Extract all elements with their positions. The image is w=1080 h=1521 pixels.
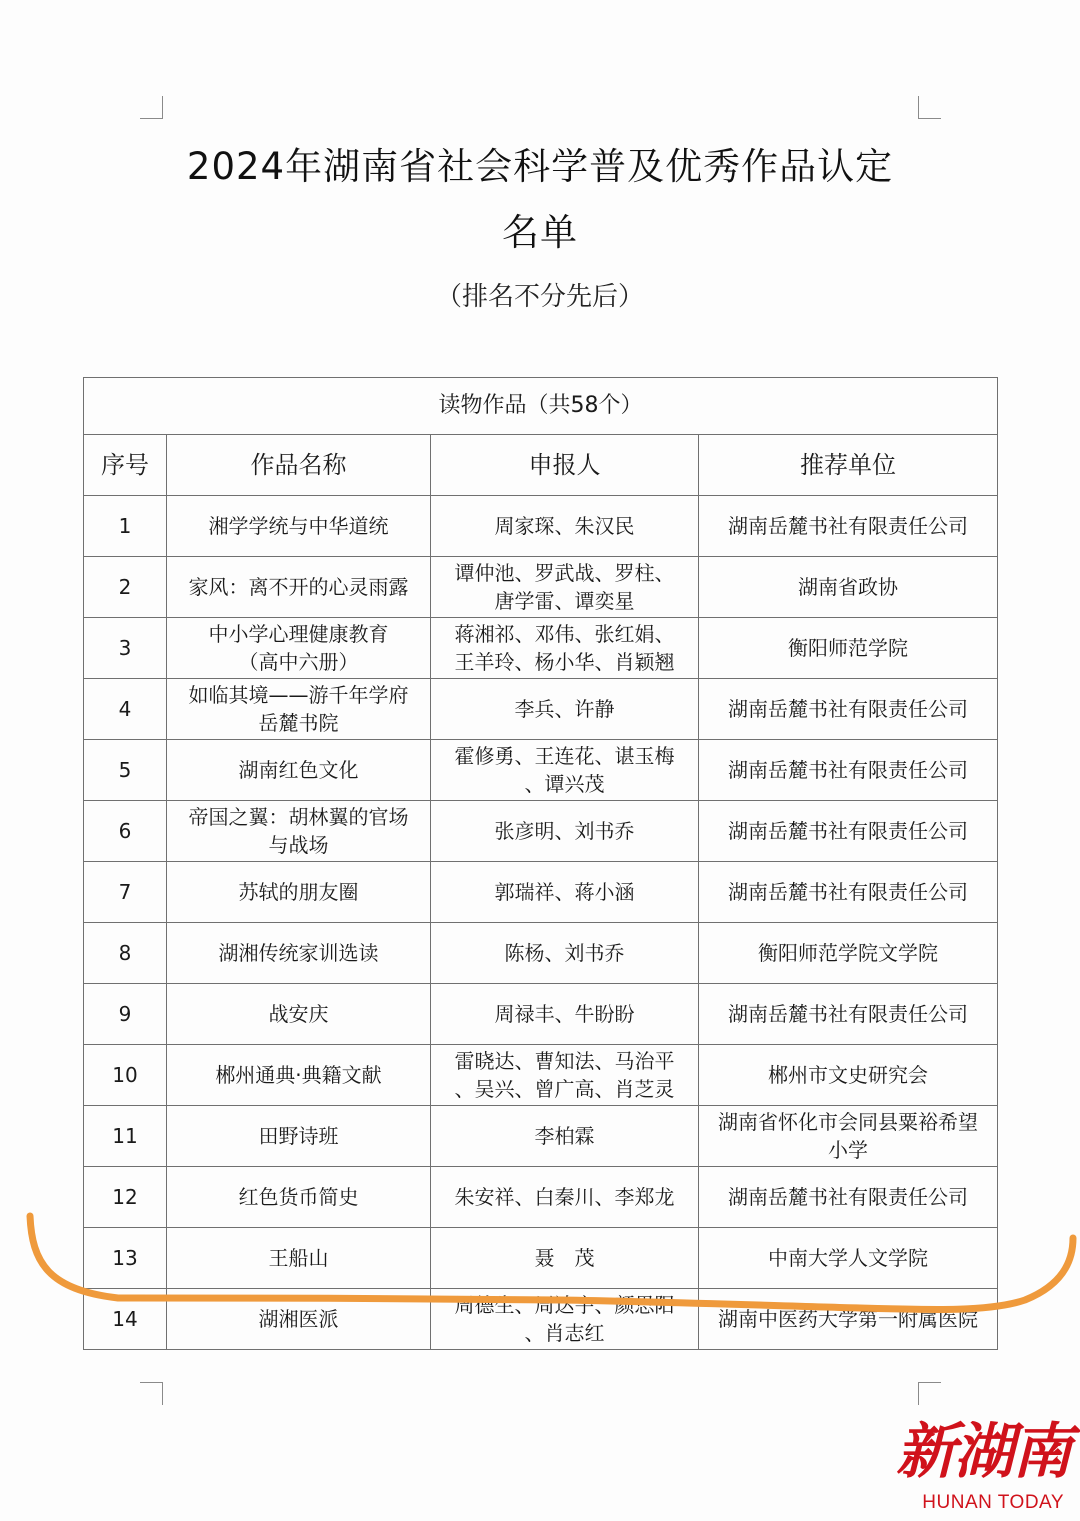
cell-applicant-line: 聂 茂 bbox=[534, 1246, 595, 1270]
cell-number: 1 bbox=[84, 496, 167, 557]
cell-applicant bbox=[431, 1167, 699, 1228]
cell-recommending-unit bbox=[699, 801, 998, 862]
document-subtitle: （排名不分先后） bbox=[435, 282, 644, 312]
cell-applicant-line: 朱安祥、白秦川、李郑龙 bbox=[454, 1185, 675, 1209]
cell-applicant-line: 唐学雷、谭奕星 bbox=[494, 589, 635, 613]
cell-recommending-unit bbox=[699, 923, 998, 984]
cell-work-title bbox=[167, 923, 431, 984]
table-row bbox=[84, 740, 998, 801]
cell-applicant-line: 张彦明、刘书乔 bbox=[494, 819, 635, 843]
cell-applicant bbox=[431, 801, 699, 862]
crop-mark-top-right bbox=[918, 96, 941, 119]
table-row bbox=[84, 557, 998, 618]
cell-work-title bbox=[167, 557, 431, 618]
cell-work-title bbox=[167, 1289, 431, 1350]
cell-work-title-line: 如临其境——游千年学府 bbox=[188, 683, 409, 707]
header-number: 序号 bbox=[84, 435, 167, 496]
header-work-title: 作品名称 bbox=[167, 435, 431, 496]
header-applicant: 申报人 bbox=[431, 435, 699, 496]
cell-work-title bbox=[167, 496, 431, 557]
crop-mark-bottom-right bbox=[918, 1382, 941, 1405]
cell-recommending-unit-line: 湖南省怀化市会同县粟裕希望 bbox=[718, 1110, 978, 1134]
cell-recommending-unit bbox=[699, 679, 998, 740]
cell-work-title-line: 岳麓书院 bbox=[258, 711, 339, 735]
cell-recommending-unit-line: 衡阳师范学院 bbox=[788, 636, 908, 660]
cell-applicant bbox=[431, 740, 699, 801]
cell-number: 4 bbox=[84, 679, 167, 740]
cell-applicant bbox=[431, 679, 699, 740]
table-row bbox=[84, 984, 998, 1045]
document-title-line1: 2024年湖南省社会科学普及优秀作品认定 bbox=[186, 145, 894, 188]
cell-recommending-unit bbox=[699, 1289, 998, 1350]
watermark-logo-cn: 新湖南 bbox=[896, 1417, 1070, 1487]
cell-recommending-unit-line: 湖南中医药大学第一附属医院 bbox=[718, 1307, 978, 1331]
cell-recommending-unit-line: 湖南岳麓书社有限责任公司 bbox=[728, 514, 968, 538]
cell-work-title-line: 与战场 bbox=[268, 833, 329, 857]
cell-work-title-line: 郴州通典·典籍文献 bbox=[215, 1063, 382, 1087]
cell-work-title-line: 中小学心理健康教育 bbox=[208, 622, 389, 646]
cell-applicant-line: 、谭兴茂 bbox=[524, 772, 605, 796]
cell-recommending-unit-line: 湖南岳麓书社有限责任公司 bbox=[728, 819, 968, 843]
cell-number: 11 bbox=[84, 1106, 167, 1167]
crop-mark-bottom-left bbox=[140, 1382, 163, 1405]
table-caption: 读物作品（共58个） bbox=[84, 378, 998, 435]
cell-applicant-line: 周家琛、朱汉民 bbox=[494, 514, 635, 538]
table-header-row bbox=[84, 435, 998, 496]
cell-applicant bbox=[431, 1106, 699, 1167]
cell-applicant-line: 霍修勇、王连花、谌玉梅 bbox=[454, 744, 675, 768]
cell-recommending-unit bbox=[699, 618, 998, 679]
cell-recommending-unit bbox=[699, 740, 998, 801]
cell-number: 10 bbox=[84, 1045, 167, 1106]
cell-recommending-unit-line: 湖南岳麓书社有限责任公司 bbox=[728, 697, 968, 721]
watermark-logo-en: HUNAN TODAY bbox=[922, 1492, 1064, 1513]
cell-recommending-unit bbox=[699, 862, 998, 923]
cell-work-title-line: 湖南红色文化 bbox=[238, 758, 359, 782]
cell-work-title-line: 湖湘医派 bbox=[258, 1307, 339, 1331]
cell-work-title-line: 湖湘传统家训选读 bbox=[218, 941, 379, 965]
table-row bbox=[84, 496, 998, 557]
works-table bbox=[83, 377, 998, 1350]
cell-recommending-unit-line: 郴州市文史研究会 bbox=[768, 1063, 928, 1087]
cell-applicant-line: 王羊玲、杨小华、肖颖翘 bbox=[454, 650, 675, 674]
cell-applicant-line: 谭仲池、罗武战、罗柱、 bbox=[454, 561, 675, 585]
cell-recommending-unit-line: 湖南岳麓书社有限责任公司 bbox=[728, 880, 968, 904]
cell-recommending-unit bbox=[699, 1228, 998, 1289]
cell-applicant bbox=[431, 923, 699, 984]
cell-recommending-unit-line: 湖南省政协 bbox=[798, 575, 898, 599]
cell-applicant-line: 李柏霖 bbox=[534, 1124, 595, 1148]
cell-work-title-line: 田野诗班 bbox=[258, 1124, 339, 1148]
table-row bbox=[84, 618, 998, 679]
cell-applicant-line: 郭瑞祥、蒋小涵 bbox=[494, 880, 635, 904]
cell-work-title-line: 王船山 bbox=[268, 1246, 329, 1270]
cell-applicant bbox=[431, 496, 699, 557]
cell-applicant bbox=[431, 1228, 699, 1289]
cell-work-title bbox=[167, 1167, 431, 1228]
header-recommending-unit: 推荐单位 bbox=[699, 435, 998, 496]
cell-work-title-line: 帝国之翼：胡林翼的官场 bbox=[188, 805, 409, 829]
cell-number: 3 bbox=[84, 618, 167, 679]
cell-applicant-line: 陈杨、刘书乔 bbox=[504, 941, 625, 965]
cell-work-title bbox=[167, 679, 431, 740]
cell-work-title bbox=[167, 862, 431, 923]
cell-number: 12 bbox=[84, 1167, 167, 1228]
table-row bbox=[84, 1289, 998, 1350]
cell-work-title bbox=[167, 1228, 431, 1289]
cell-work-title-line: （高中六册） bbox=[238, 650, 359, 674]
cell-applicant-line: 、肖志红 bbox=[524, 1321, 605, 1345]
cell-number: 7 bbox=[84, 862, 167, 923]
cell-recommending-unit-line: 湖南岳麓书社有限责任公司 bbox=[728, 1185, 968, 1209]
table-row bbox=[84, 1106, 998, 1167]
cell-number: 13 bbox=[84, 1228, 167, 1289]
table-row bbox=[84, 1045, 998, 1106]
cell-number: 14 bbox=[84, 1289, 167, 1350]
cell-applicant-line: 周禄丰、牛盼盼 bbox=[494, 1002, 635, 1026]
cell-work-title bbox=[167, 984, 431, 1045]
cell-work-title-line: 苏轼的朋友圈 bbox=[238, 880, 359, 904]
cell-applicant-line: 李兵、许静 bbox=[514, 697, 615, 721]
table-row bbox=[84, 1228, 998, 1289]
cell-applicant-line: 、吴兴、曾广高、肖芝灵 bbox=[454, 1077, 675, 1101]
cell-recommending-unit bbox=[699, 496, 998, 557]
cell-applicant-line: 周德生、周达宇、颜思阳 bbox=[454, 1293, 675, 1317]
cell-applicant-line: 雷晓达、曹知法、马治平 bbox=[454, 1049, 675, 1073]
table-row bbox=[84, 679, 998, 740]
cell-applicant bbox=[431, 984, 699, 1045]
cell-recommending-unit bbox=[699, 984, 998, 1045]
cell-recommending-unit bbox=[699, 1045, 998, 1106]
cell-recommending-unit bbox=[699, 1167, 998, 1228]
table-caption-row bbox=[84, 378, 998, 435]
cell-work-title-line: 家风：离不开的心灵雨露 bbox=[188, 575, 409, 599]
hunan-today-watermark bbox=[896, 1404, 1076, 1516]
document-title-line2: 名单 bbox=[502, 211, 578, 254]
crop-mark-top-left bbox=[140, 96, 163, 119]
cell-number: 9 bbox=[84, 984, 167, 1045]
table-row bbox=[84, 862, 998, 923]
cell-work-title-line: 红色货币简史 bbox=[238, 1185, 359, 1209]
cell-work-title bbox=[167, 618, 431, 679]
cell-applicant bbox=[431, 618, 699, 679]
cell-number: 8 bbox=[84, 923, 167, 984]
table-row bbox=[84, 1167, 998, 1228]
cell-work-title-line: 湘学学统与中华道统 bbox=[208, 514, 389, 538]
cell-applicant bbox=[431, 557, 699, 618]
table-row bbox=[84, 923, 998, 984]
cell-applicant bbox=[431, 1289, 699, 1350]
cell-recommending-unit bbox=[699, 1106, 998, 1167]
cell-recommending-unit-line: 衡阳师范学院文学院 bbox=[758, 941, 938, 965]
cell-recommending-unit bbox=[699, 557, 998, 618]
cell-applicant bbox=[431, 1045, 699, 1106]
cell-number: 2 bbox=[84, 557, 167, 618]
cell-recommending-unit-line: 湖南岳麓书社有限责任公司 bbox=[728, 1002, 968, 1026]
cell-applicant bbox=[431, 862, 699, 923]
cell-work-title-line: 战安庆 bbox=[268, 1002, 329, 1026]
cell-recommending-unit-line: 湖南岳麓书社有限责任公司 bbox=[728, 758, 968, 782]
cell-work-title bbox=[167, 1045, 431, 1106]
cell-work-title bbox=[167, 801, 431, 862]
cell-number: 6 bbox=[84, 801, 167, 862]
table-row bbox=[84, 801, 998, 862]
cell-recommending-unit-line: 中南大学人文学院 bbox=[768, 1246, 928, 1270]
cell-number: 5 bbox=[84, 740, 167, 801]
cell-applicant-line: 蒋湘祁、邓伟、张红娟、 bbox=[454, 622, 675, 646]
cell-work-title bbox=[167, 740, 431, 801]
cell-work-title bbox=[167, 1106, 431, 1167]
cell-recommending-unit-line: 小学 bbox=[828, 1138, 868, 1162]
